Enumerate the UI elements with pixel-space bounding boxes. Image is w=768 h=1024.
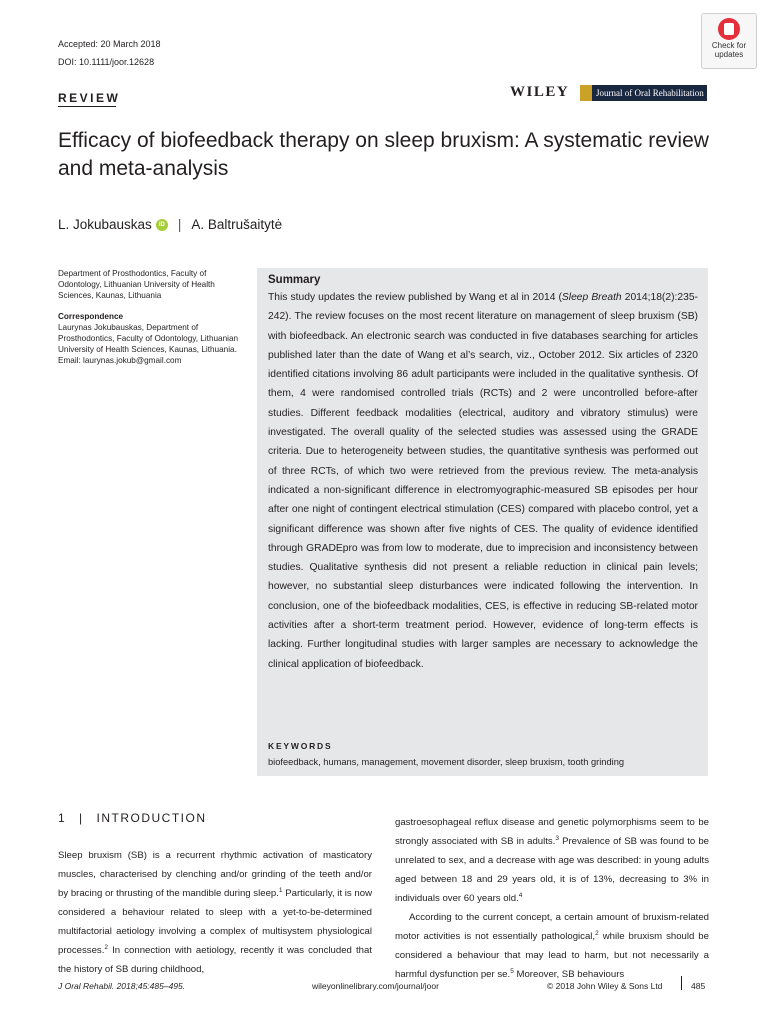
- text-run: Sleep bruxism (SB) is a recurrent rhythmic activation of masticatory muscles, characterised by clenching and/or grinding of the teeth and/or by bracing or thrusting of the mandible during sleep.: [58, 850, 372, 899]
- text-run: Moreover, SB behaviours: [513, 969, 625, 980]
- accepted-date: Accepted: 20 March 2018: [58, 39, 161, 49]
- badge-line-1: Check for: [711, 41, 747, 50]
- right-column: [395, 813, 709, 984]
- text-run: while bruxism should be considered a behaviour that may lead to harm, but not necessarily a harmful dysfunction per se.: [395, 931, 709, 980]
- author-line: [58, 217, 282, 232]
- affiliation-department: Department of Prosthodontics, Faculty of Odontology, Lithuanian University of Health Sciences, Kaunas, Lithuania: [58, 269, 215, 300]
- intro-section-title: INTRODUCTION: [96, 811, 207, 825]
- text-run: Prevalence of SB was found to be unrelated to sex, and a decrease with age was described: in young adults aged between 18 and 29 years old, it is of 13%, decreasing to 3% in individuals over 60 years old.: [395, 836, 709, 904]
- text-run: In connection with aetiology, recently it was concluded that the history of SB during childhood,: [58, 945, 372, 975]
- footer-citation: [58, 981, 185, 991]
- summary-box: [257, 268, 708, 776]
- intro-paragraph: [395, 813, 709, 908]
- journal-name: Journal of Oral Rehabilitation: [596, 88, 704, 98]
- correspondence-address: Laurynas Jokubauskas, Department of Prosthodontics, Faculty of Odontology, Lithuanian University of Health Sciences, Kaunas, Lithuania.: [58, 323, 239, 354]
- intro-paragraph: [58, 846, 372, 979]
- orcid-icon[interactable]: iD: [156, 219, 168, 231]
- text-run: gastroesophageal reflux disease and genetic polymorphisms seem to be strongly associated with SB in adults.: [395, 817, 709, 847]
- footer-divider: [681, 976, 682, 990]
- citation-ref[interactable]: 2: [595, 929, 599, 937]
- author-separator: |: [177, 217, 182, 232]
- summary-text: [268, 288, 698, 674]
- correspondence-email[interactable]: Email: laurynas.jokub@gmail.com: [58, 356, 182, 365]
- affiliation-block: [58, 268, 248, 366]
- intro-section-number: 1: [58, 811, 67, 825]
- check-for-updates-badge[interactable]: [701, 13, 757, 69]
- summary-journal-ref: Sleep Breath: [561, 292, 622, 303]
- footer-url[interactable]: wileyonlinelibrary.com/journal/joor: [312, 981, 439, 991]
- text-run: According to the current concept, a certain amount of bruxism-related motor activities is not essentially pathological,: [395, 912, 709, 942]
- intro-separator: |: [79, 811, 84, 825]
- citation-ref[interactable]: 1: [278, 886, 283, 894]
- journal-logo-bar: [580, 85, 592, 101]
- citation-ref[interactable]: 2: [104, 943, 109, 951]
- citation-ref[interactable]: 3: [555, 834, 559, 842]
- summary-text-part: This study updates the review published by Wang et al in 2014 (: [268, 292, 562, 303]
- crossmark-icon: [718, 18, 740, 40]
- introduction-heading: [58, 811, 207, 825]
- intro-paragraph: [395, 908, 709, 984]
- author-2[interactable]: A. Baltrušaitytė: [191, 217, 283, 232]
- journal-logo: [580, 85, 707, 101]
- left-column: [58, 846, 372, 979]
- page-number: 485: [691, 981, 706, 991]
- author-1[interactable]: L. Jokubauskas: [58, 217, 152, 232]
- publisher-logo: WILEY: [510, 84, 570, 100]
- summary-text-part: 2014;18(2):235-242). The review focuses on the most recent literature on management of sleep bruxism (SB) with biofeedback. An electronic search was conducted in five databases searching for articles published later than the date of Wang et al’s search, viz., October 2012. Six articles of 2320 identified citations involving 86 adult participants were included in the qualitative synthesis. Of them, 4 were randomised controlled trials (RCTs) and 2 were uncontrolled before-after studies. Different feedback modalities (electrical, auditory and vibratory stimulus) were investigated. The overall quality of the selected studies was assessed using the GRADE criteria. Due to heterogeneity between studies, the quantitative synthesis was performed out of three RCTs, of which two were retrieved from the previous review. The meta-analysis indicated a non-significant difference in electromyographic-measured SB episodes per hour after one night of contingent electrical stimulation (CES) compared with placebo control, yet a significant difference was shown after five nights of CES. The quality of evidence identified through GRADEpro was from low to moderate, due to imprecision and inconsistency between studies. Qualitative synthesis did not present a reliable reduction in clinical pain levels; however, no substantial sleep disturbances were indicated following the intervention. In conclusion, one of the biofeedback modalities, CES, is effective in reducing SB-related motor activities after a short-term treatment period. However, evidence of long-term effects is lacking. Further longitudinal studies with larger samples are necessary to acknowledge the clinical application of biofeedback.: [268, 292, 698, 670]
- footer-citation-text: J Oral Rehabil. 2018;45:485–495.: [58, 981, 186, 991]
- section-rule: [58, 106, 116, 107]
- article-title: Efficacy of biofeedback therapy on sleep bruxism: A systematic review and meta-analysis: [58, 129, 709, 180]
- section-label: REVIEW: [58, 91, 121, 105]
- citation-ref[interactable]: 5: [510, 967, 514, 975]
- text-run: Particularly, it is now considered a behaviour related to sleep with a yet-to-be-determined multifactorial aetiology involving a complex of multisystem physiological processes.: [58, 888, 372, 956]
- doi[interactable]: DOI: 10.1111/joor.12628: [58, 57, 155, 67]
- citation-ref[interactable]: 4: [518, 891, 523, 899]
- keywords-list: biofeedback, humans, management, movement disorder, sleep bruxism, tooth grinding: [268, 757, 625, 767]
- badge-line-2: updates: [714, 50, 744, 59]
- correspondence-heading: Correspondence: [58, 312, 124, 321]
- footer-copyright: © 2018 John Wiley & Sons Ltd: [547, 981, 663, 991]
- summary-heading: Summary: [268, 274, 321, 286]
- keywords-heading: KEYWORDS: [268, 741, 333, 751]
